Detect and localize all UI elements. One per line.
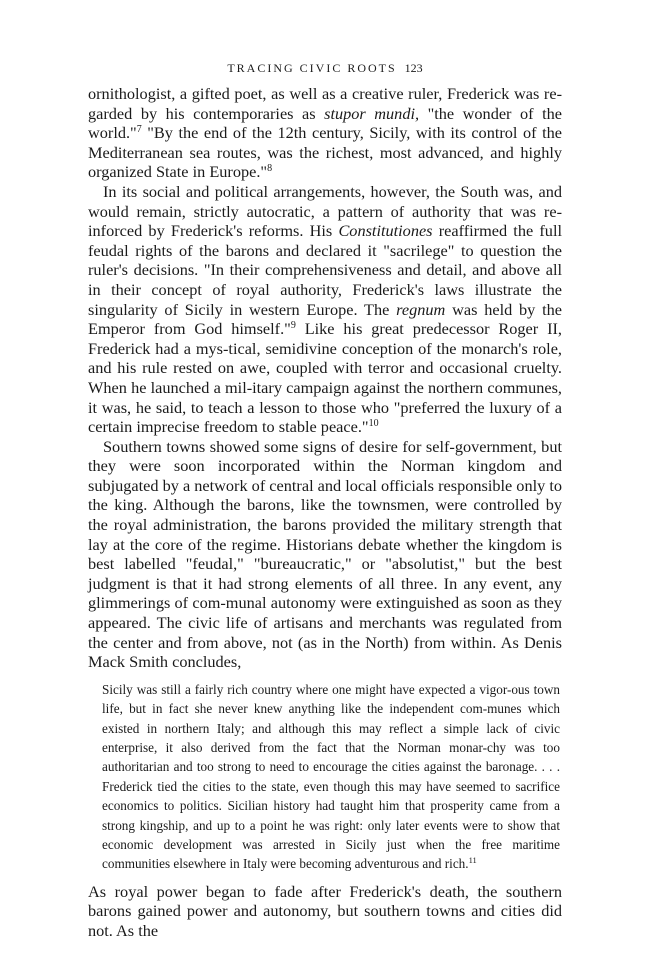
- footnote-ref-9: 9: [290, 320, 296, 332]
- para2-text-3: was held by the Emperor from God himself.": [88, 299, 562, 339]
- footnote-ref-11: 11: [468, 855, 477, 866]
- paragraph-south-autocratic: [88, 182, 562, 437]
- running-head: [88, 60, 562, 76]
- paragraph-royal-power-fade: As royal power began to fade after Frederick's death, the southern barons gained power and autonomy, but southern towns and cities did not. As the: [88, 881, 562, 941]
- body-text: [88, 84, 562, 941]
- para2-text-2: reaffirmed the full feudal rights of the barons and declared it "sacrilege" to question the ruler's decisions. "In their comprehensiveness and detail, and above all in their concept of royal authority, Frederick's laws illustrate the singularity of Sicily in western Europe. The: [88, 221, 562, 319]
- para2-italic-constitutiones: Constitutiones: [338, 221, 433, 241]
- running-head-title: TRACING CIVIC ROOTS: [227, 61, 397, 75]
- book-page: [88, 60, 562, 941]
- para1-text-1: ornithologist, a gifted poet, as well as a creative ruler, Frederick was re-garded by his contemporaries as: [88, 84, 562, 123]
- page-number: 123: [404, 61, 423, 75]
- paragraph-frederick-reputation: [88, 84, 562, 182]
- para1-text-3: "By the end of the 12th century, Sicily, with its control of the Mediterranean sea routes, was the richest, most advanced, and highly organized State in Europe.": [88, 123, 562, 182]
- para2-text-1: In its social and political arrangements, however, the South was, and would remain, strictly autocratic, a pattern of authority that was re-inforced by Frederick's reforms. His: [88, 181, 562, 241]
- footnote-ref-10: 10: [368, 418, 379, 430]
- para1-text-2: "the wonder of the world.": [88, 103, 562, 143]
- para2-text-4: Like his great predecessor Roger II, Frederick had a mys-tical, semidivine conception of the monarch's role, and his rule rested on awe, coupled with terror and occasional cruelty. When he launched a mil-itary campaign against the northern communes, it was, he said, to teach a lesson to those who "preferred the luxury of a certain imprecise freedom to stable peace.": [88, 319, 562, 437]
- footnote-ref-8: 8: [267, 163, 273, 175]
- quote-text: Sicily was still a fairly rich country where one might have expected a vigor-ous town life, but in fact she never knew anything like the independent com-munes which existed in northern Italy; and although this may reflect a simple lack of civic enterprise, it also derived from the fact that the Norman monar-chy was too authoritarian and too strong to need to encourage the cities against the baronage. . . . Frederick tied the cities to the state, even though this may have seemed to sacrifice economics to politics. Sicilian history had taught him that prosperity came from a strong kingship, and up to a point he was right: only later events were to show that economic development was arrested in Sicily just when the free maritime communities elsewhere in Italy were becoming adventurous and rich.: [102, 681, 560, 872]
- para2-italic-regnum: regnum: [396, 299, 446, 319]
- para1-italic-stupor-mundi: stupor mundi,: [324, 103, 420, 123]
- footnote-ref-7: 7: [136, 124, 142, 136]
- block-quote-mack-smith: [102, 680, 562, 874]
- paragraph-southern-towns: Southern towns showed some signs of desire for self-government, but they were soon incorporated within the Norman kingdom and subjugated by a network of central and local officials responsible only to the king. Although the barons, like the townsmen, were controlled by the royal administration, the barons provided the military strength that lay at the core of the regime. Historians debate whether the kingdom is best labelled "feudal," "bureaucratic," or "absolutist," but the best judgment is that it had strong elements of all three. In any event, any glimmerings of com-munal autonomy were extinguished as soon as they appeared. The civic life of artisans and merchants was regulated from the center and from above, not (as in the North) from within. As Denis Mack Smith concludes,: [88, 436, 562, 672]
